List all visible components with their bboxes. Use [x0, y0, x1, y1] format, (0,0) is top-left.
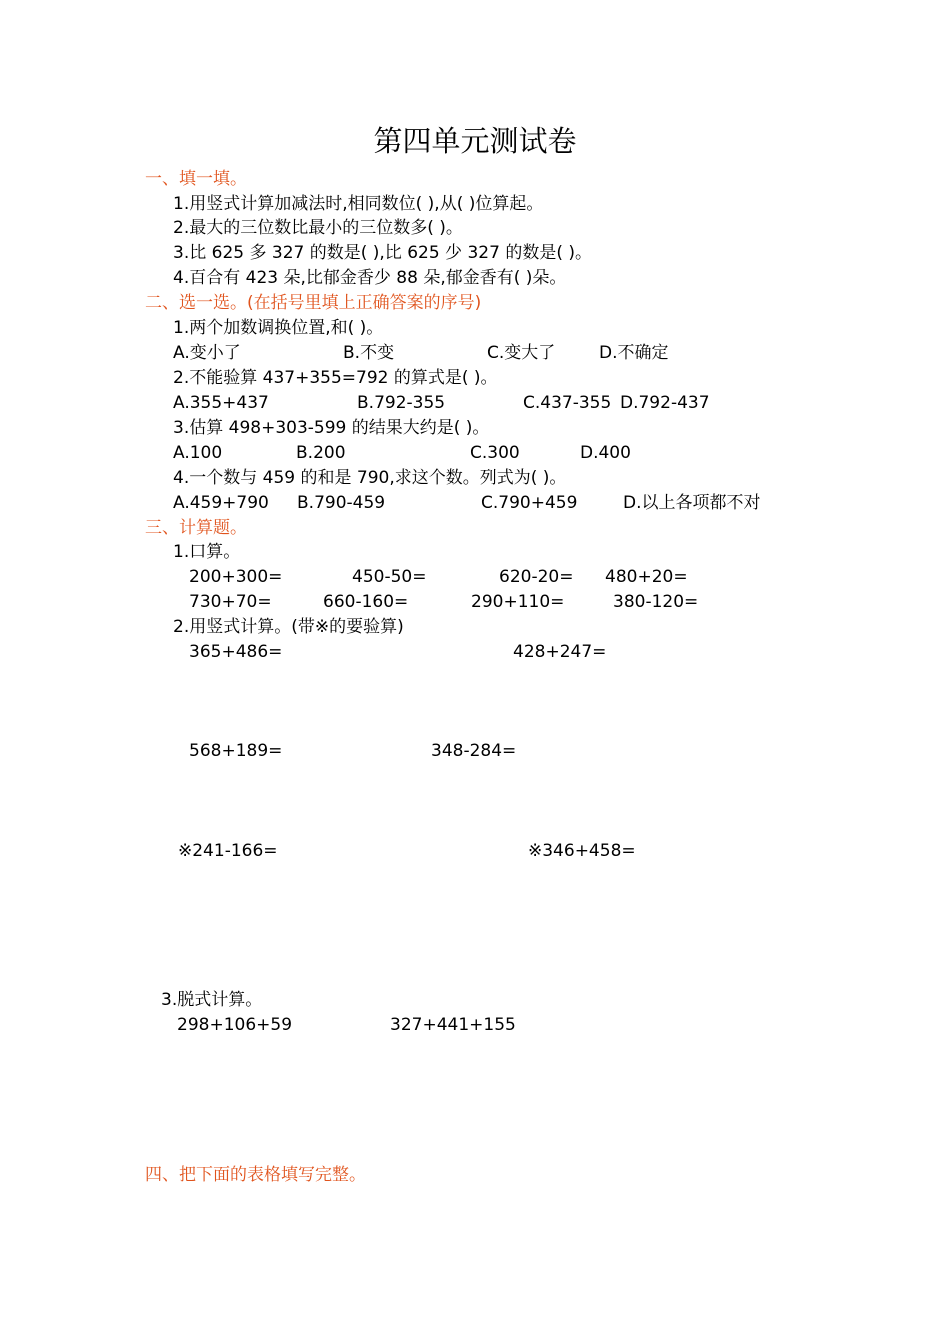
section-4-heading: 四、把下面的表格填写完整。: [145, 1165, 366, 1185]
choice-question-2: 2.不能验算 437+355=792 的算式是( )。: [173, 368, 498, 388]
oral-item: 380-120=: [613, 592, 699, 612]
vertical-check-item: ※346+458=: [528, 841, 636, 861]
choice-option-4a: A.459+790: [173, 493, 269, 513]
vertical-item: 428+247=: [513, 642, 607, 662]
choice-question-4: 4.一个数与 459 的和是 790,求这个数。列式为( )。: [173, 468, 567, 488]
mixed-item: 298+106+59: [177, 1015, 293, 1035]
page-title: 第四单元测试卷: [373, 124, 577, 158]
choice-option-4c: C.790+459: [481, 493, 578, 513]
choice-option-3c: C.300: [470, 443, 520, 463]
choice-option-3b: B.200: [296, 443, 346, 463]
choice-option-1a: A.变小了: [173, 343, 241, 363]
oral-calc-title: 1.口算。: [173, 542, 241, 562]
choice-option-3a: A.100: [173, 443, 223, 463]
choice-option-2c: C.437-355: [523, 393, 612, 413]
fill-question-4: 4.百合有 423 朵,比郁金香少 88 朵,郁金香有( )朵。: [173, 268, 567, 288]
section-3-heading: 三、计算题。: [145, 518, 247, 538]
oral-item: 730+70=: [189, 592, 272, 612]
choice-question-3: 3.估算 498+303-599 的结果大约是( )。: [173, 418, 490, 438]
fill-question-1: 1.用竖式计算加减法时,相同数位( ),从( )位算起。: [173, 194, 544, 214]
section-2-heading: 二、选一选。(在括号里填上正确答案的序号): [145, 293, 482, 313]
choice-option-4b: B.790-459: [297, 493, 386, 513]
fill-question-3: 3.比 625 多 327 的数是( ),比 625 少 327 的数是( )。: [173, 243, 592, 263]
oral-item: 200+300=: [189, 567, 283, 587]
choice-question-1: 1.两个加数调换位置,和( )。: [173, 318, 384, 338]
vertical-item: 348-284=: [431, 741, 517, 761]
vertical-item: 568+189=: [189, 741, 283, 761]
choice-option-2b: B.792-355: [357, 393, 446, 413]
mixed-item: 327+441+155: [390, 1015, 516, 1035]
choice-option-4d: D.以上各项都不对: [623, 493, 761, 513]
oral-item: 480+20=: [605, 567, 688, 587]
choice-option-3d: D.400: [580, 443, 631, 463]
vertical-check-item: ※241-166=: [178, 841, 278, 861]
oral-item: 660-160=: [323, 592, 409, 612]
vertical-item: 365+486=: [189, 642, 283, 662]
oral-item: 620-20=: [499, 567, 574, 587]
oral-item: 450-50=: [352, 567, 427, 587]
choice-option-2d: D.792-437: [620, 393, 710, 413]
fill-question-2: 2.最大的三位数比最小的三位数多( )。: [173, 218, 463, 238]
mixed-calc-title: 3.脱式计算。: [161, 990, 263, 1010]
choice-option-2a: A.355+437: [173, 393, 269, 413]
choice-option-1c: C.变大了: [487, 343, 556, 363]
oral-item: 290+110=: [471, 592, 565, 612]
section-1-heading: 一、填一填。: [145, 169, 247, 189]
vertical-calc-title: 2.用竖式计算。(带※的要验算): [173, 617, 404, 637]
choice-option-1b: B.不变: [343, 343, 395, 363]
choice-option-1d: D.不确定: [599, 343, 669, 363]
